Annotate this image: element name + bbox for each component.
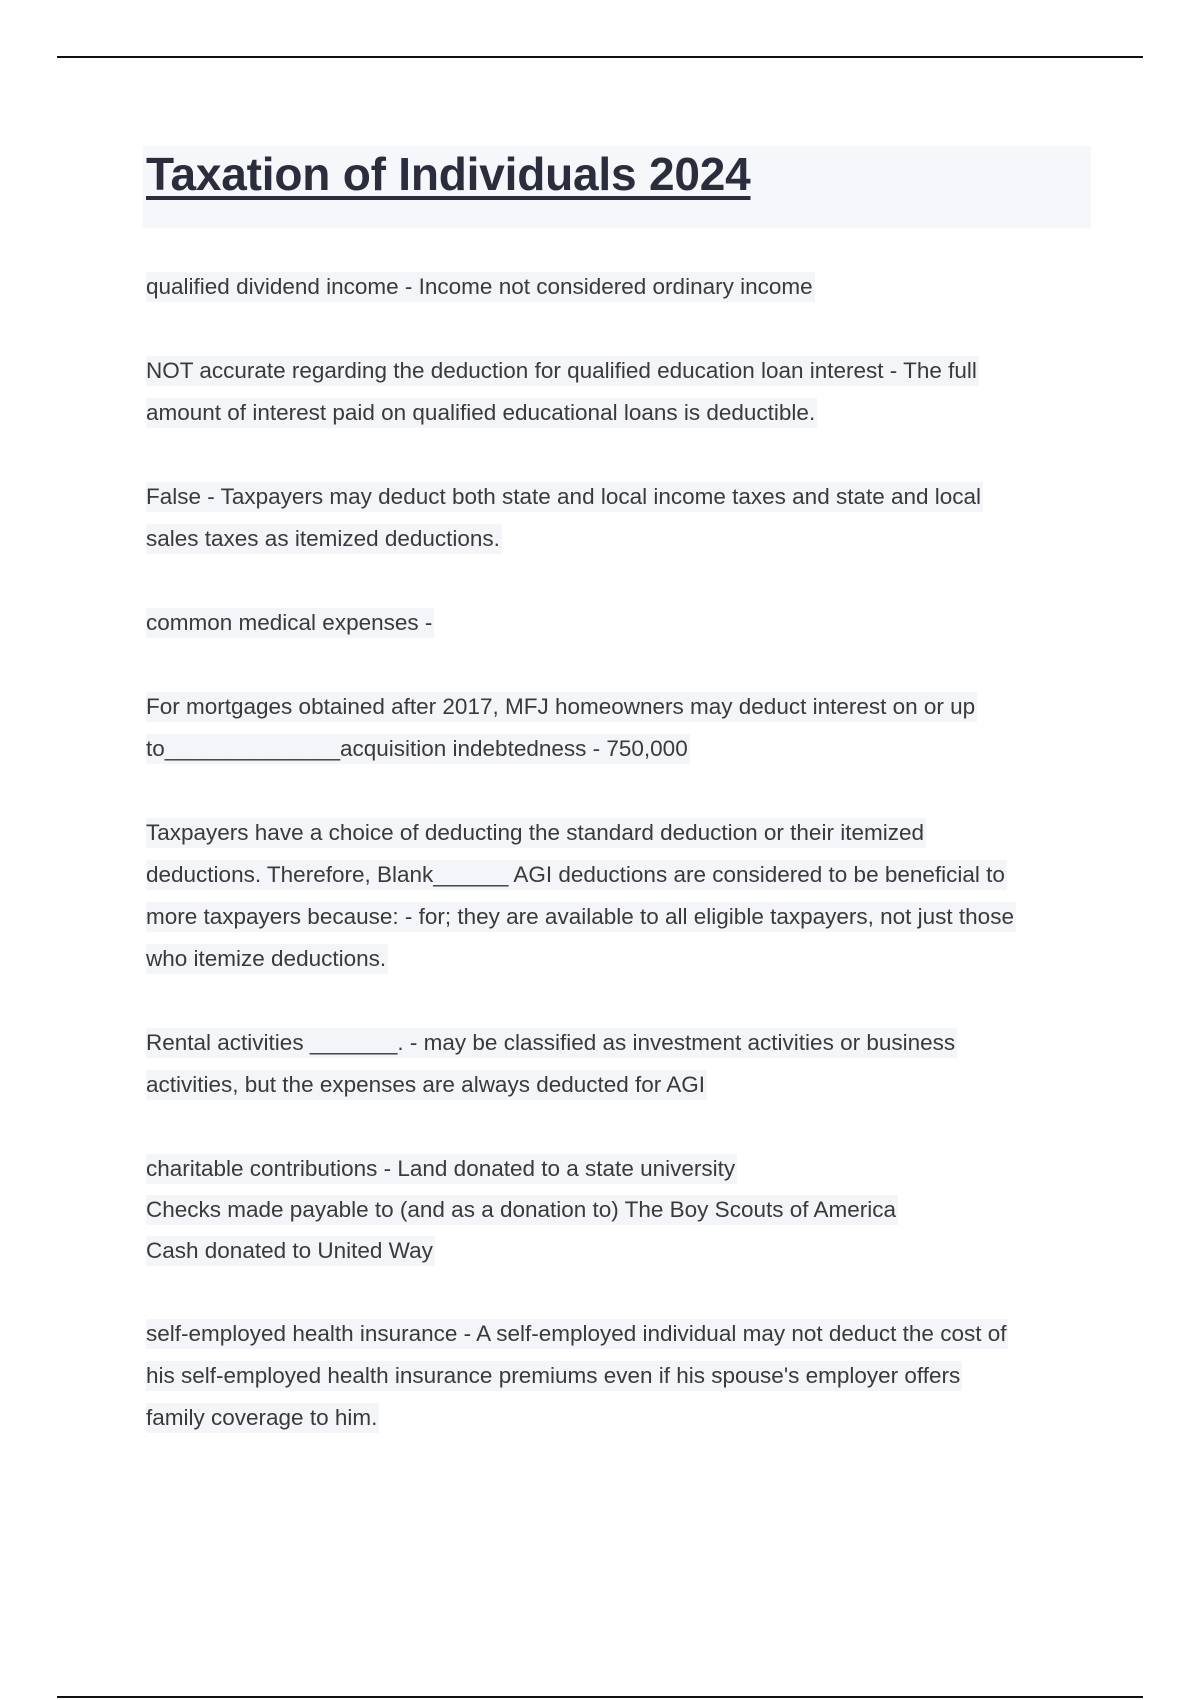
flashcard-text: common medical expenses - <box>146 608 434 638</box>
flashcard-entry <box>146 602 1096 644</box>
flashcard-entry <box>146 1148 1096 1271</box>
flashcard-text: qualified dividend income - Income not considered ordinary income <box>146 272 815 302</box>
top-rule <box>57 56 1143 58</box>
flashcard-entry <box>146 476 1096 560</box>
flashcard-text: False - Taxpayers may deduct both state and local income taxes and state and local sales taxes as itemized deductions. <box>146 482 983 554</box>
flashcard-entry <box>146 1313 1096 1439</box>
flashcard-entry <box>146 686 1096 770</box>
flashcard-entry <box>146 350 1096 434</box>
flashcard-list <box>146 266 1096 1481</box>
flashcard-text: charitable contributions - Land donated to a state university Checks made payable to (and as a donation to) The Boy Scouts of America Cash donated to United Way <box>146 1154 898 1266</box>
flashcard-text: For mortgages obtained after 2017, MFJ homeowners may deduct interest on or up to______________acquisition indebtedness - 750,000 <box>146 692 977 764</box>
flashcard-text: Taxpayers have a choice of deducting the standard deduction or their itemized deductions. Therefore, Blank______ AGI deductions are considered to be beneficial to more taxpayers because: - for; they are available to all eligible taxpayers, not just those who itemize deductions. <box>146 818 1016 974</box>
flashcard-text: self-employed health insurance - A self-employed individual may not deduct the cost of his self-employed health insurance premiums even if his spouse's employer offers family coverage to him. <box>146 1319 1008 1433</box>
flashcard-entry <box>146 266 1096 308</box>
page-title: Taxation of Individuals 2024 <box>146 148 751 200</box>
bottom-rule <box>57 1696 1143 1698</box>
flashcard-entry <box>146 1022 1096 1106</box>
flashcard-entry <box>146 812 1096 980</box>
flashcard-text: NOT accurate regarding the deduction for qualified education loan interest - The full amount of interest paid on qualified educational loans is deductible. <box>146 356 979 428</box>
flashcard-text: Rental activities _______. - may be classified as investment activities or business activities, but the expenses are always deducted for AGI <box>146 1028 957 1100</box>
